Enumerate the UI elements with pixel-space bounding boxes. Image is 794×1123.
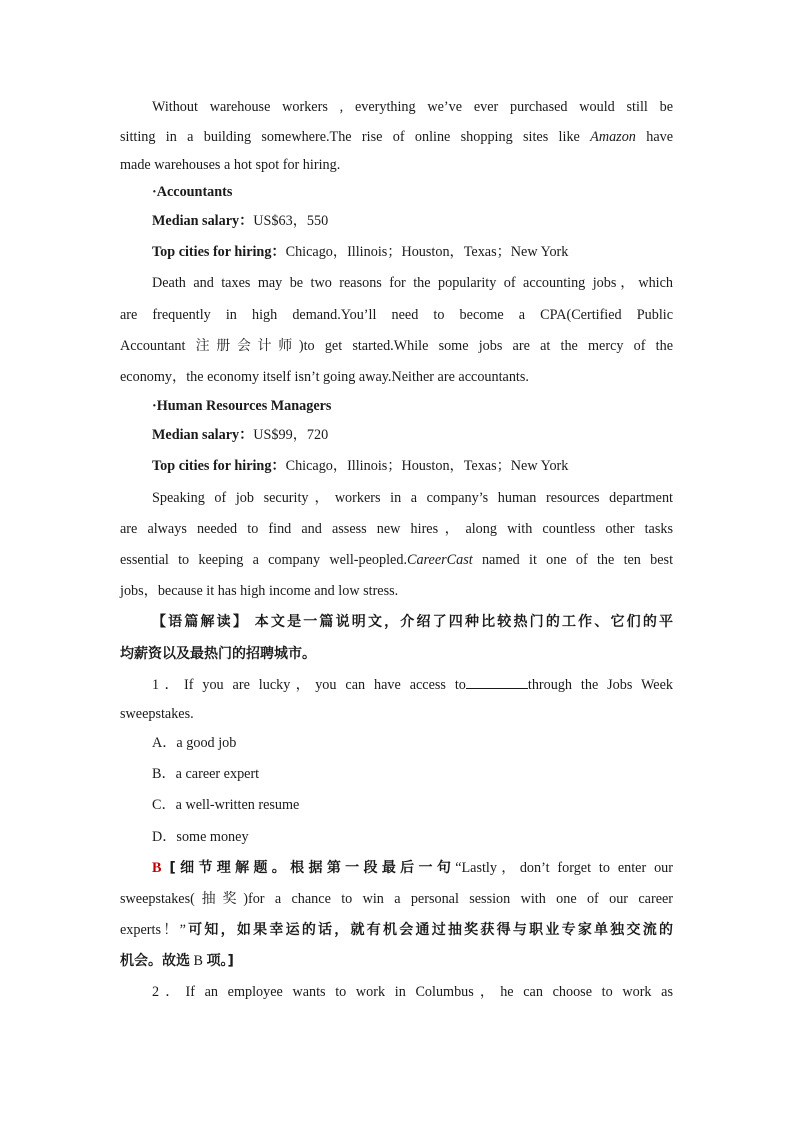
passage-line (152, 273, 673, 293)
text: Death and taxes may be two reasons for the popularity of accounting jobs，which (152, 275, 673, 291)
option-text: D．some money (152, 829, 249, 845)
text: jobs，because it has high income and low stress. (120, 583, 399, 599)
explanation-text: 机会。故选 (120, 953, 190, 969)
passage-line (120, 581, 673, 601)
salary-line (152, 211, 673, 231)
text: Without warehouse workers , everything we’ve ever purchased would still be (152, 99, 673, 115)
explanation-text: 项。] (206, 953, 234, 969)
passage-line (152, 488, 673, 508)
text: economy，the economy itself isn’t going away.Neither are accountants. (120, 369, 529, 385)
text: are frequently in high demand.You’ll need to become a CPA(Certified Public (120, 307, 673, 323)
salary-line (152, 425, 673, 445)
explanation-text: 可知，如果幸运的话，就有机会通过抽奖获得与职业专家单独交流的 (185, 922, 673, 938)
option-text: C．a well-written resume (152, 797, 300, 813)
chinese-gloss: 注册会计师 (195, 338, 299, 354)
option-d (152, 827, 673, 847)
explanation-line (120, 920, 673, 940)
explanation-text: [细节理解题。根据第一段最后一句 (169, 860, 456, 876)
explanation-text: )for a chance to win a personal session with one of our career (243, 891, 674, 907)
text: Accountant (120, 338, 186, 354)
passage-line (120, 367, 673, 387)
question-stem (120, 704, 673, 724)
text: )to get started.While some jobs are at the mercy of the (298, 338, 674, 354)
question-text: 1．If you are lucky，you can have access to (152, 677, 466, 693)
explanation-line (152, 858, 673, 878)
option-text: B．a career expert (152, 766, 260, 782)
text: named it one of the ten best (481, 552, 674, 568)
answer-blank (466, 674, 528, 689)
reading-note-text: 本文是一篇说明文，介绍了四种比较热门的工作、它们的平 (254, 614, 674, 630)
question-text: 2．If an employee wants to work in Columbus，he can choose to work as (152, 984, 673, 1000)
cities-line (152, 242, 673, 262)
passage-line (120, 550, 673, 570)
cities-label: Top cities for hiring： (152, 458, 286, 474)
option-a (152, 733, 673, 753)
emphasis-careercast: CareerCast (407, 552, 473, 568)
answer-letter: B (152, 860, 162, 876)
option-b (152, 764, 673, 784)
question-stem (152, 674, 673, 694)
section-heading-hr (152, 396, 673, 416)
text: essential to keeping a company well-peopled. (120, 552, 407, 568)
explanation-text: experts！” (120, 922, 186, 938)
text: are always needed to find and assess new hires，along with countless other tasks (120, 521, 673, 537)
section-heading-accountants (152, 182, 673, 202)
reading-note-line (120, 644, 673, 664)
heading-text: ·Accountants (152, 184, 233, 200)
salary-value: US$99，720 (253, 427, 329, 443)
cities-value: Chicago，Illinois；Houston，Texas；New York (285, 458, 569, 474)
reading-note-line (152, 612, 673, 632)
salary-label: Median salary： (152, 213, 254, 229)
passage-line (120, 155, 673, 175)
passage-line (120, 336, 673, 356)
passage-line (120, 305, 673, 325)
reading-note-label: 【语篇解读】 (152, 614, 250, 630)
text: sitting in a building somewhere.The rise of online shopping sites like (120, 129, 580, 145)
chinese-gloss: 抽奖 (194, 891, 244, 907)
explanation-line (120, 889, 673, 909)
text: have (646, 129, 674, 145)
text: made warehouses a hot spot for hiring. (120, 157, 341, 173)
cities-label: Top cities for hiring： (152, 244, 286, 260)
explanation-text: B (193, 953, 204, 969)
question-stem (152, 982, 673, 1002)
option-c (152, 795, 673, 815)
explanation-text: “Lastly，don’t forget to enter our (455, 860, 673, 876)
heading-text: ·Human Resources Managers (152, 398, 332, 414)
emphasis-amazon: Amazon (590, 129, 636, 145)
explanation-line (120, 951, 673, 971)
text: Speaking of job security，workers in a company’s human resources department (152, 490, 673, 506)
salary-label: Median salary： (152, 427, 254, 443)
question-text: through the Jobs Week (527, 677, 673, 693)
reading-note-text: 均薪资以及最热门的招聘城市。 (120, 646, 316, 662)
salary-value: US$63，550 (253, 213, 329, 229)
passage-line (152, 97, 673, 117)
passage-line (120, 127, 673, 147)
option-text: A．a good job (152, 735, 237, 751)
cities-value: Chicago，Illinois；Houston，Texas；New York (285, 244, 569, 260)
cities-line (152, 456, 673, 476)
passage-line (120, 519, 673, 539)
explanation-text: sweepstakes( (120, 891, 195, 907)
question-text: sweepstakes. (120, 706, 194, 722)
